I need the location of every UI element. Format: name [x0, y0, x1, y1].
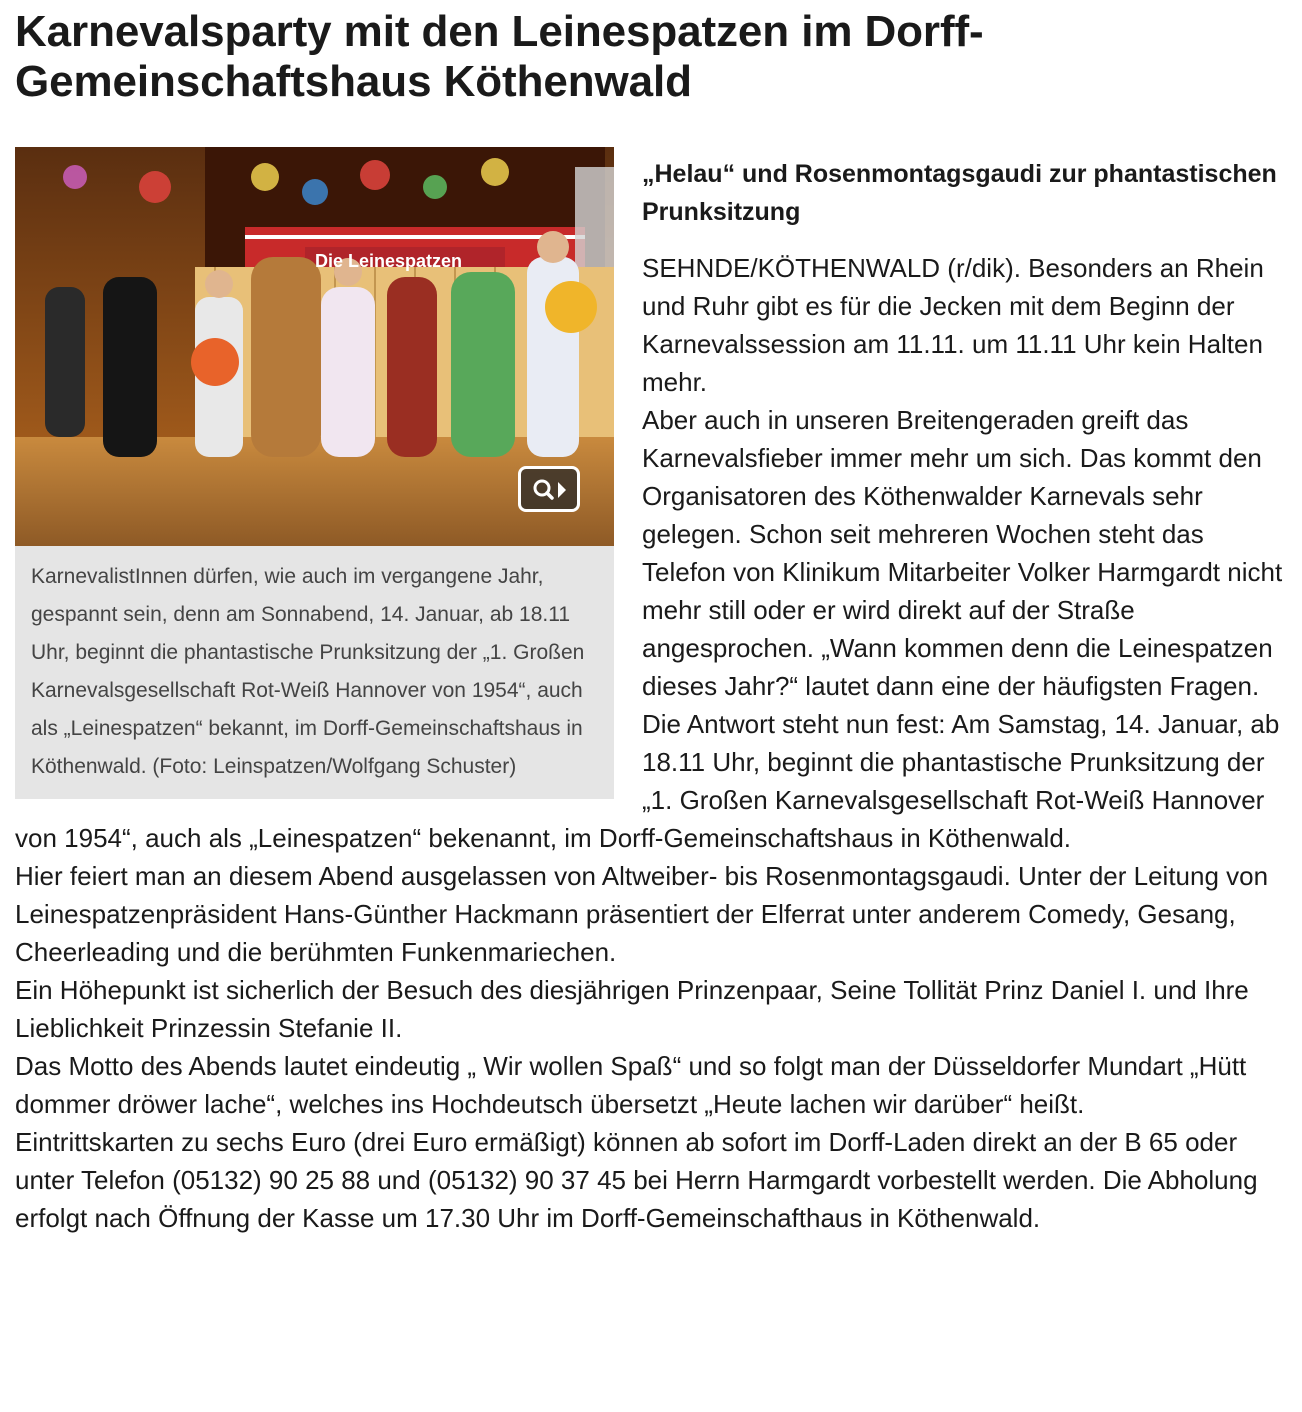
magnifier-arrow-icon — [532, 478, 568, 502]
article-paragraph: Aber auch in unseren Breitengeraden greift das Karnevalsfieber immer mehr um sich. Das kommt den Organisatoren des Köthenwalder Karnevals sehr gelegen. Schon seit mehreren Wochen steht das Telefon von Klinikum Mitarbeiter Volker Harmgardt nicht mehr still oder er wird direkt auf der Straße angesprochen. „Wann kommen denn die Leinespatzen dieses Jahr?“ lautet dann eine der häufigsten Fragen. — [642, 405, 1283, 701]
article-subheadline: „Helau“ und Rosenmontagsgaudi zur phantastischen Prunksitzung — [642, 160, 1277, 226]
article-figure — [15, 147, 614, 799]
article-photo[interactable] — [15, 147, 614, 546]
article-headline: Karnevalsparty mit den Leinespatzen im Dorff-Gemeinschaftshaus Köthenwald — [15, 7, 984, 106]
zoom-image-button[interactable] — [518, 466, 580, 512]
photo-caption: KarnevalistInnen dürfen, wie auch im vergangene Jahr, gespannt sein, denn am Sonnabend, 14. Januar, ab 18.11 Uhr, beginnt die phantastische Prunksitzung der „1. Großen Karnevalsgesellschaft Rot-Weiß Hannover von 1954“, auch als „Leinespatzen“ bekannt, im Dorff-Gemeinschaftshaus in Köthenwald. (Foto: Leinspatzen/Wolfgang Schuster) — [31, 565, 585, 778]
article-paragraph: Hier feiert man an diesem Abend ausgelassen von Altweiber- bis Rosenmontagsgaudi. Unter der Leitung von Leinespatzenpräsident Hans-Günther Hackmann präsentiert der Elferrat unter anderem Comedy, Gesang, Cheerleading und die berühmten Funkenmariechen. — [15, 861, 1269, 967]
article-paragraph: SEHNDE/KÖTHENWALD (r/dik). Besonders an Rhein und Ruhr gibt es für die Jecken mit dem Beginn der Karnevalssession am 11.11. um 11.11 Uhr kein Halten mehr. — [642, 253, 1264, 397]
photo-banner-text: Die Leinespatzen — [315, 251, 463, 271]
article-paragraph: Das Motto des Abends lautet eindeutig „ Wir wollen Spaß“ und so folgt man der Düsseldorfer Mundart „Hütt dommer dröwer lache“, welches ins Hochdeutsch übersetzt „Heute lachen wir darüber“ heißt. — [15, 1051, 1247, 1119]
article-paragraph: Die Antwort steht nun fest: Am Samstag, 14. Januar, ab 18.11 Uhr, beginnt die phantastische Prunksitzung der „1. Großen Karnevalsgesellschaft Rot-Weiß Hannover von 1954“, auch als „Leinespatzen“ bekenannt, im Dorff-Gemeinschaftshaus in Köthenwald. — [15, 709, 1280, 853]
article-paragraph: Eintrittskarten zu sechs Euro (drei Euro ermäßigt) können ab sofort im Dorff-Laden direkt an der B 65 oder unter Telefon (05132) 90 25 88 und (05132) 90 37 45 bei Herrn Harmgardt vorbestellt werden. Die Abholung erfolgt nach Öffnung der Kasse um 17.30 Uhr im Dorff-Gemeinschafthaus in Köthenwald. — [15, 1127, 1258, 1233]
article-paragraph: Ein Höhepunkt ist sicherlich der Besuch des diesjährigen Prinzenpaar, Seine Tollität Prinz Daniel I. und Ihre Lieblichkeit Prinzessin Stefanie II. — [15, 975, 1249, 1043]
